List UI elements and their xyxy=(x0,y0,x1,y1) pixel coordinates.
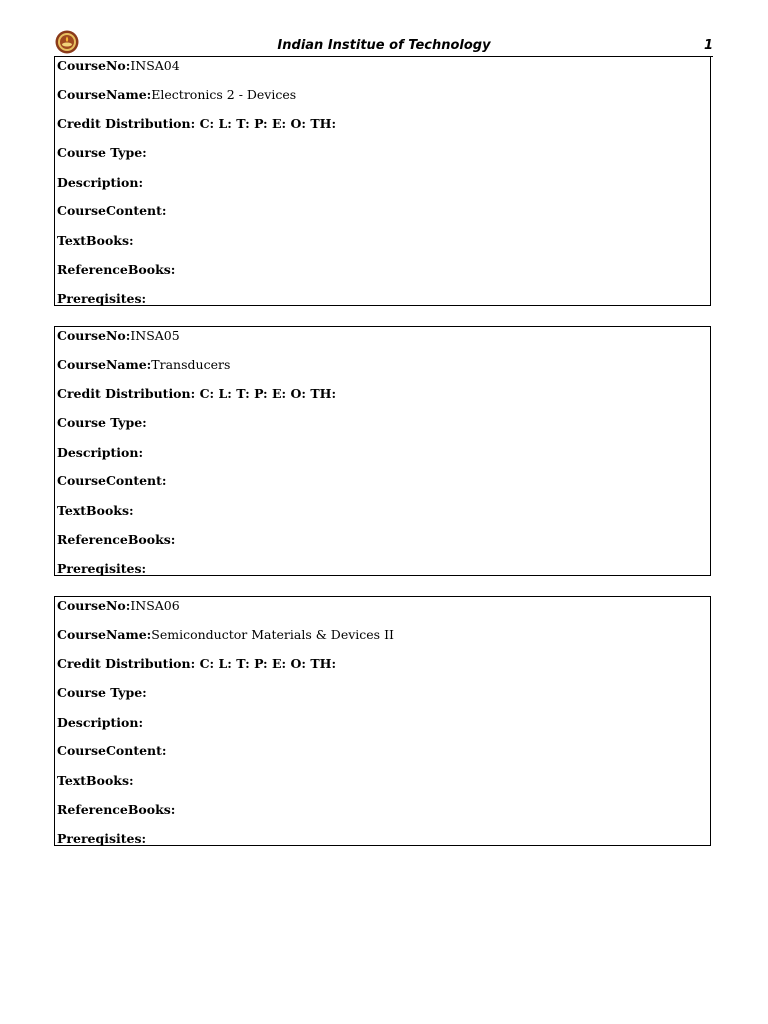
course-name-row xyxy=(57,87,296,103)
reference-books-label: ReferenceBooks: xyxy=(57,262,176,277)
credit-distribution-row xyxy=(57,656,336,672)
course-no-value: INSA04 xyxy=(130,58,180,73)
course-content-label: CourseContent: xyxy=(57,473,167,488)
course-block xyxy=(54,596,711,846)
course-no-label: CourseNo: xyxy=(57,598,131,613)
course-content-label: CourseContent: xyxy=(57,203,167,218)
course-type-row xyxy=(57,415,147,431)
reference-books-label: ReferenceBooks: xyxy=(57,532,176,547)
textbooks-row xyxy=(57,503,134,519)
course-no-value: INSA05 xyxy=(130,328,180,343)
course-no-row xyxy=(57,598,180,614)
description-label: Description: xyxy=(57,175,144,190)
course-type-label: Course Type: xyxy=(57,145,147,160)
prerequisites-label: Prereqisites: xyxy=(57,831,147,846)
course-no-label: CourseNo: xyxy=(57,328,131,343)
course-name-value: Transducers xyxy=(151,357,231,372)
reference-books-label: ReferenceBooks: xyxy=(57,802,176,817)
course-block xyxy=(54,56,711,306)
prerequisites-label: Prereqisites: xyxy=(57,561,147,576)
course-name-label: CourseName: xyxy=(57,357,152,372)
textbooks-label: TextBooks: xyxy=(57,503,134,518)
course-content-row xyxy=(57,473,167,489)
reference-books-row xyxy=(57,532,175,548)
textbooks-row xyxy=(57,233,134,249)
course-name-value: Semiconductor Materials & Devices II xyxy=(151,627,394,642)
course-content-row xyxy=(57,203,167,219)
textbooks-label: TextBooks: xyxy=(57,233,134,248)
course-name-label: CourseName: xyxy=(57,87,152,102)
course-no-row xyxy=(57,328,180,344)
course-type-label: Course Type: xyxy=(57,415,147,430)
page-number: 1 xyxy=(703,38,713,53)
prerequisites-label: Prereqisites: xyxy=(57,291,147,306)
course-name-row xyxy=(57,627,394,643)
prerequisites-row xyxy=(57,831,146,847)
course-type-row xyxy=(57,145,147,161)
credit-distribution-label: Credit Distribution: C: L: T: P: E: O: TH: xyxy=(57,656,337,671)
institute-title: Indian Institue of Technology xyxy=(277,38,491,53)
description-row xyxy=(57,715,143,731)
credit-distribution-label: Credit Distribution: C: L: T: P: E: O: TH: xyxy=(57,386,337,401)
reference-books-row xyxy=(57,262,175,278)
course-content-row xyxy=(57,743,167,759)
course-name-value: Electronics 2 - Devices xyxy=(151,87,297,102)
prerequisites-row xyxy=(57,561,146,577)
course-type-label: Course Type: xyxy=(57,685,147,700)
page-header xyxy=(55,30,713,57)
textbooks-row xyxy=(57,773,134,789)
course-no-label: CourseNo: xyxy=(57,58,131,73)
prerequisites-row xyxy=(57,291,146,307)
credit-distribution-row xyxy=(57,386,336,402)
course-content-label: CourseContent: xyxy=(57,743,167,758)
credit-distribution-label: Credit Distribution: C: L: T: P: E: O: TH: xyxy=(57,116,337,131)
reference-books-row xyxy=(57,802,175,818)
description-label: Description: xyxy=(57,445,144,460)
course-block xyxy=(54,326,711,576)
credit-distribution-row xyxy=(57,116,336,132)
description-row xyxy=(57,175,143,191)
description-label: Description: xyxy=(57,715,144,730)
course-name-label: CourseName: xyxy=(57,627,152,642)
course-name-row xyxy=(57,357,230,373)
course-no-value: INSA06 xyxy=(130,598,180,613)
course-no-row xyxy=(57,58,180,74)
description-row xyxy=(57,445,143,461)
textbooks-label: TextBooks: xyxy=(57,773,134,788)
course-type-row xyxy=(57,685,147,701)
